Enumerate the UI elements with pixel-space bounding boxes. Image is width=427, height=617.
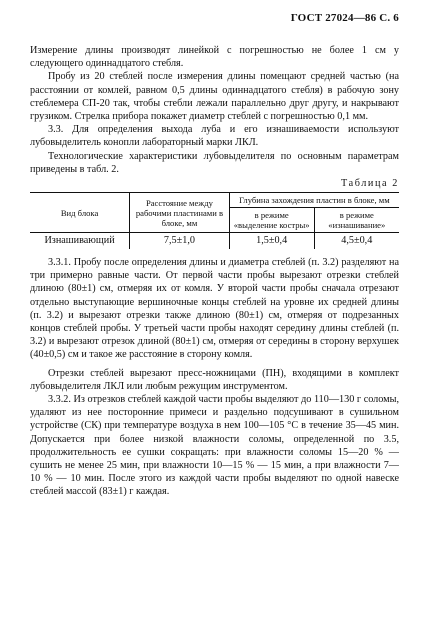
paragraph-tech-characteristics: Технологические характеристики лубовыделителя по основным параметрам приведены в табл. 2.: [30, 150, 399, 175]
header-block-type: Вид блока: [30, 193, 130, 233]
header-plate-depth: Глубина захождения пластин в блоке, мм: [229, 193, 399, 208]
cell-plate-distance: 7,5±1,0: [130, 233, 230, 250]
cell-block-type: Изнашивающий: [30, 233, 130, 250]
paragraph-3-3: 3.3. Для определения выхода луба и его изнашиваемости используют лубовыделитель конопли лабораторный марки ЛКЛ.: [30, 124, 399, 149]
paragraph-diameter: Пробу из 20 стеблей после измерения длины помещают средней частью (на расстоянии от комлей, равном 0,5 длины одиннадцатого стебля) в рабочую зону стеблемера СП-20 так, чтобы стебли лежали параллельно друг другу, и накрывают грузиком. Стрелка прибора покажет диаметр стеблей с погрешностью 0,1 мм.: [30, 71, 399, 123]
table-caption: Таблица 2: [341, 178, 399, 190]
paragraph-3-3-1: 3.3.1. Пробу после определения длины и диаметра стеблей (п. 3.2) разделяют на три примерно равные части. От первой части пробы вырезают отрезки стеблей длиною (80±1) см, отмеряя их от комля. У второй части пробы сначала отрезают отдельно выступающие вершиночные концы стеблей на уровне их средней длины (п. 3.2) и вырезают отрезки также длиною (80±1) см, отмеряя от подрезанных концов стеблей пробы. У третьей части пробы находят середину длины стеблей (п. 3.2) и вырезают отрезок длиной (80±1) см, отмеряя от середины в сторону верхушек (40±0,5) см и такое же расстояние в сторону комля.: [30, 257, 399, 361]
paragraph-3-3-2: 3.3.2. Из отрезков стеблей каждой части пробы выделяют до 110—130 г соломы, удаляют из нее посторонние примеси и раздельно подсушивают в сушильном устройстве (СК) при температуре воздуха в нем 100—105 °С в течение 35—45 мин. Допускается при более низкой влажности соломы, определенной по 3.5, продолжительность ее сушки сокращать: при влажности соломы 15—20 % — сушить не менее 25 мин, при влажности 10—15 % — 15 мин, а при влажности 7—10 % — 10 мин. После этого из каждой части пробы выделяют по одной навеске стеблей массой (83±1) г каждая.: [30, 394, 399, 498]
paragraph-measure-length: Измерение длины производят линейкой с погрешностью не более 1 см у следующего одиннадцатого стебля.: [30, 45, 399, 70]
page-header: ГОСТ 27024—86 С. 6: [290, 12, 399, 24]
header-mode-separation: в режиме «выделение костры»: [229, 208, 314, 233]
table-header-row: [30, 193, 399, 208]
parameters-table: [30, 192, 399, 249]
header-plate-distance: Расстояние между рабочими пластинами в блоке, мм: [130, 193, 230, 233]
document-body: [30, 44, 399, 499]
cell-depth-wear: 4,5±0,4: [314, 233, 399, 250]
table-row: [30, 233, 399, 250]
header-mode-wear: в режиме «изнашивание»: [314, 208, 399, 233]
paragraph-press-shears: Отрезки стеблей вырезают пресс-ножницами (ПН), входящими в комплект лубовыделителя ЛКЛ или любым режущим инструментом.: [30, 367, 399, 392]
cell-depth-separation: 1,5±0,4: [229, 233, 314, 250]
